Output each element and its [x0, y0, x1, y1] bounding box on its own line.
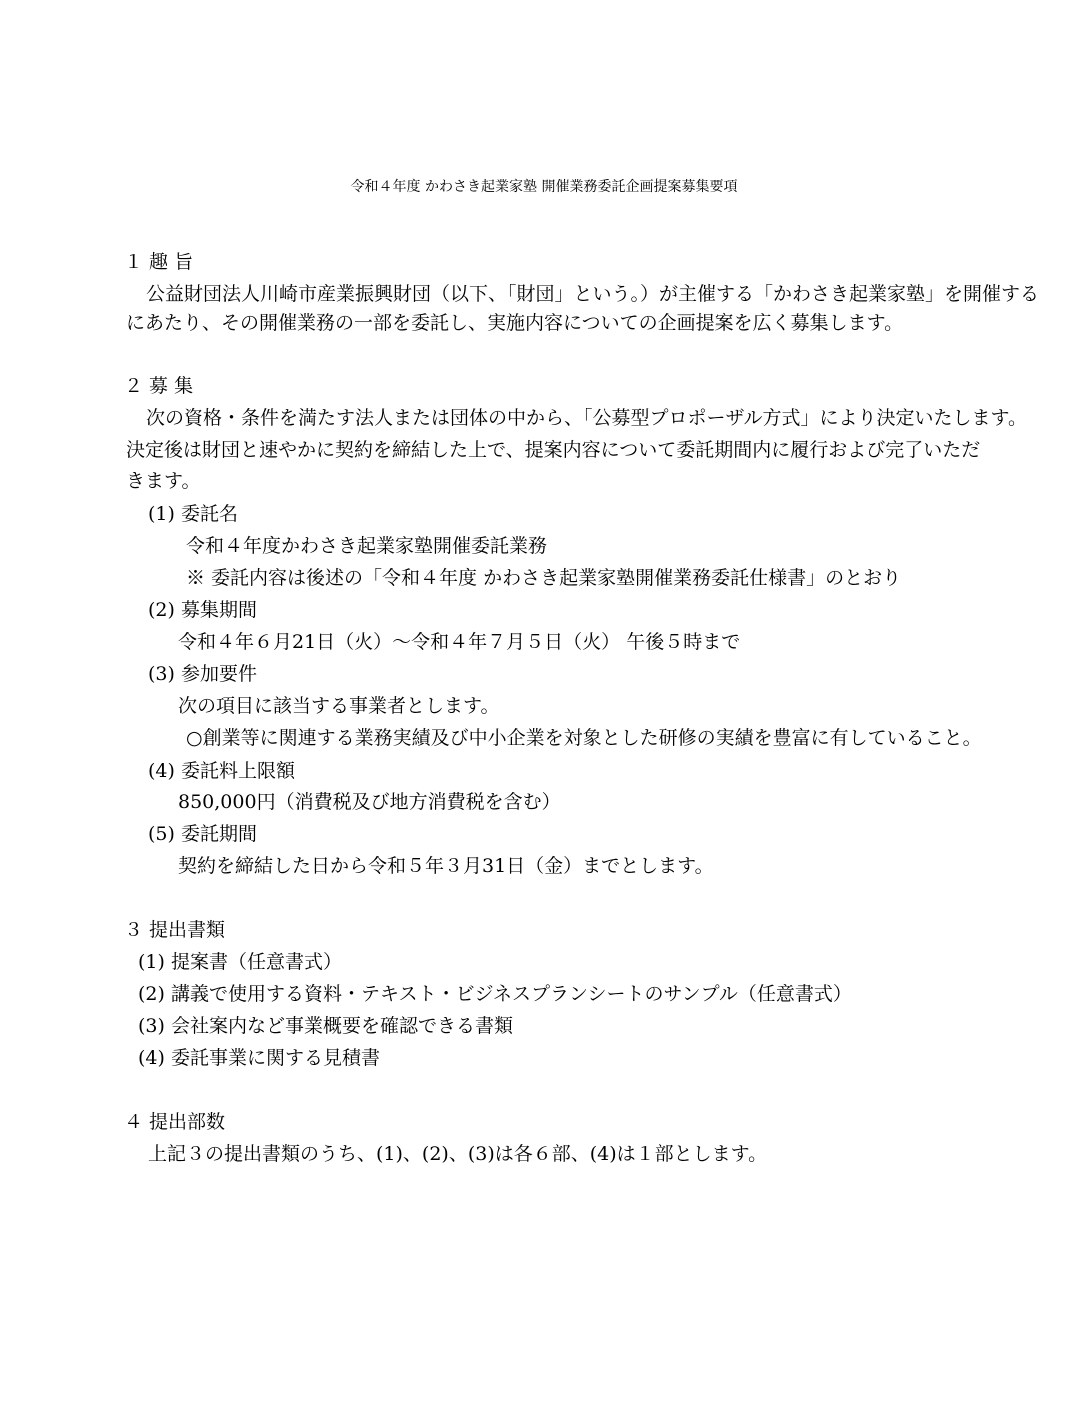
section-1-heading: １ 趣 旨 — [124, 251, 194, 273]
item-line: ○創業等に関連する業務実績及び中小企業を対象とした研修の実績を豊富に有していること。 — [186, 727, 982, 749]
document-list-item: (4) 委託事業に関する見積書 — [138, 1047, 380, 1069]
item-label: (1) 委託名 — [148, 503, 238, 525]
item-note: ※ 委託内容は後述の「令和４年度 かわさき起業家塾開催業務委託仕様書」のとおり — [186, 567, 902, 589]
item-label: (2) 募集期間 — [148, 599, 257, 621]
item-line: 契約を締結した日から令和５年３月31日（金）までとします。 — [178, 855, 714, 877]
document-title: 令和４年度 かわさき起業家塾 開催業務委託企画提案募集要項 — [350, 179, 738, 195]
item-line: 次の項目に該当する事業者とします。 — [178, 695, 500, 717]
document-list-item: (3) 会社案内など事業概要を確認できる書類 — [138, 1015, 513, 1037]
item-line: 令和４年６月21日（火）～令和４年７月５日（火） 午後５時まで — [178, 631, 741, 653]
section-1-body-line: にあたり、その開催業務の一部を委託し、実施内容についての企画提案を広く募集します。 — [126, 312, 904, 334]
section-4-body-line: 上記３の提出書類のうち、(1)、(2)、(3)は各６部、(4)は１部とします。 — [148, 1143, 768, 1165]
section-2-body-line: 決定後は財団と速やかに契約を締結した上で、提案内容について委託期間内に履行および完了いただ — [126, 439, 981, 461]
item-line: 850,000円（消費税及び地方消費税を含む） — [178, 791, 561, 813]
item-label: (5) 委託期間 — [148, 823, 257, 845]
item-line: 令和４年度かわさき起業家塾開催委託業務 — [186, 535, 548, 557]
section-2-body-line: 次の資格・条件を満たす法人または団体の中から、「公募型プロポーザル方式」により決定いたします。 — [146, 407, 1028, 429]
section-2-heading: ２ 募 集 — [124, 375, 194, 397]
section-2-body-line: きます。 — [126, 470, 201, 492]
section-1-body-line: 公益財団法人川崎市産業振興財団（以下、「財団」という。）が主催する「かわさき起業家塾」を開催する — [146, 283, 1040, 305]
item-label: (3) 参加要件 — [148, 663, 257, 685]
item-label: (4) 委託料上限額 — [148, 760, 295, 782]
section-3-heading: ３ 提出書類 — [124, 919, 226, 941]
document-list-item: (1) 提案書（任意書式） — [138, 951, 342, 973]
section-4-heading: ４ 提出部数 — [124, 1111, 226, 1133]
document-list-item: (2) 講義で使用する資料・テキスト・ビジネスプランシートのサンプル（任意書式） — [138, 983, 852, 1005]
